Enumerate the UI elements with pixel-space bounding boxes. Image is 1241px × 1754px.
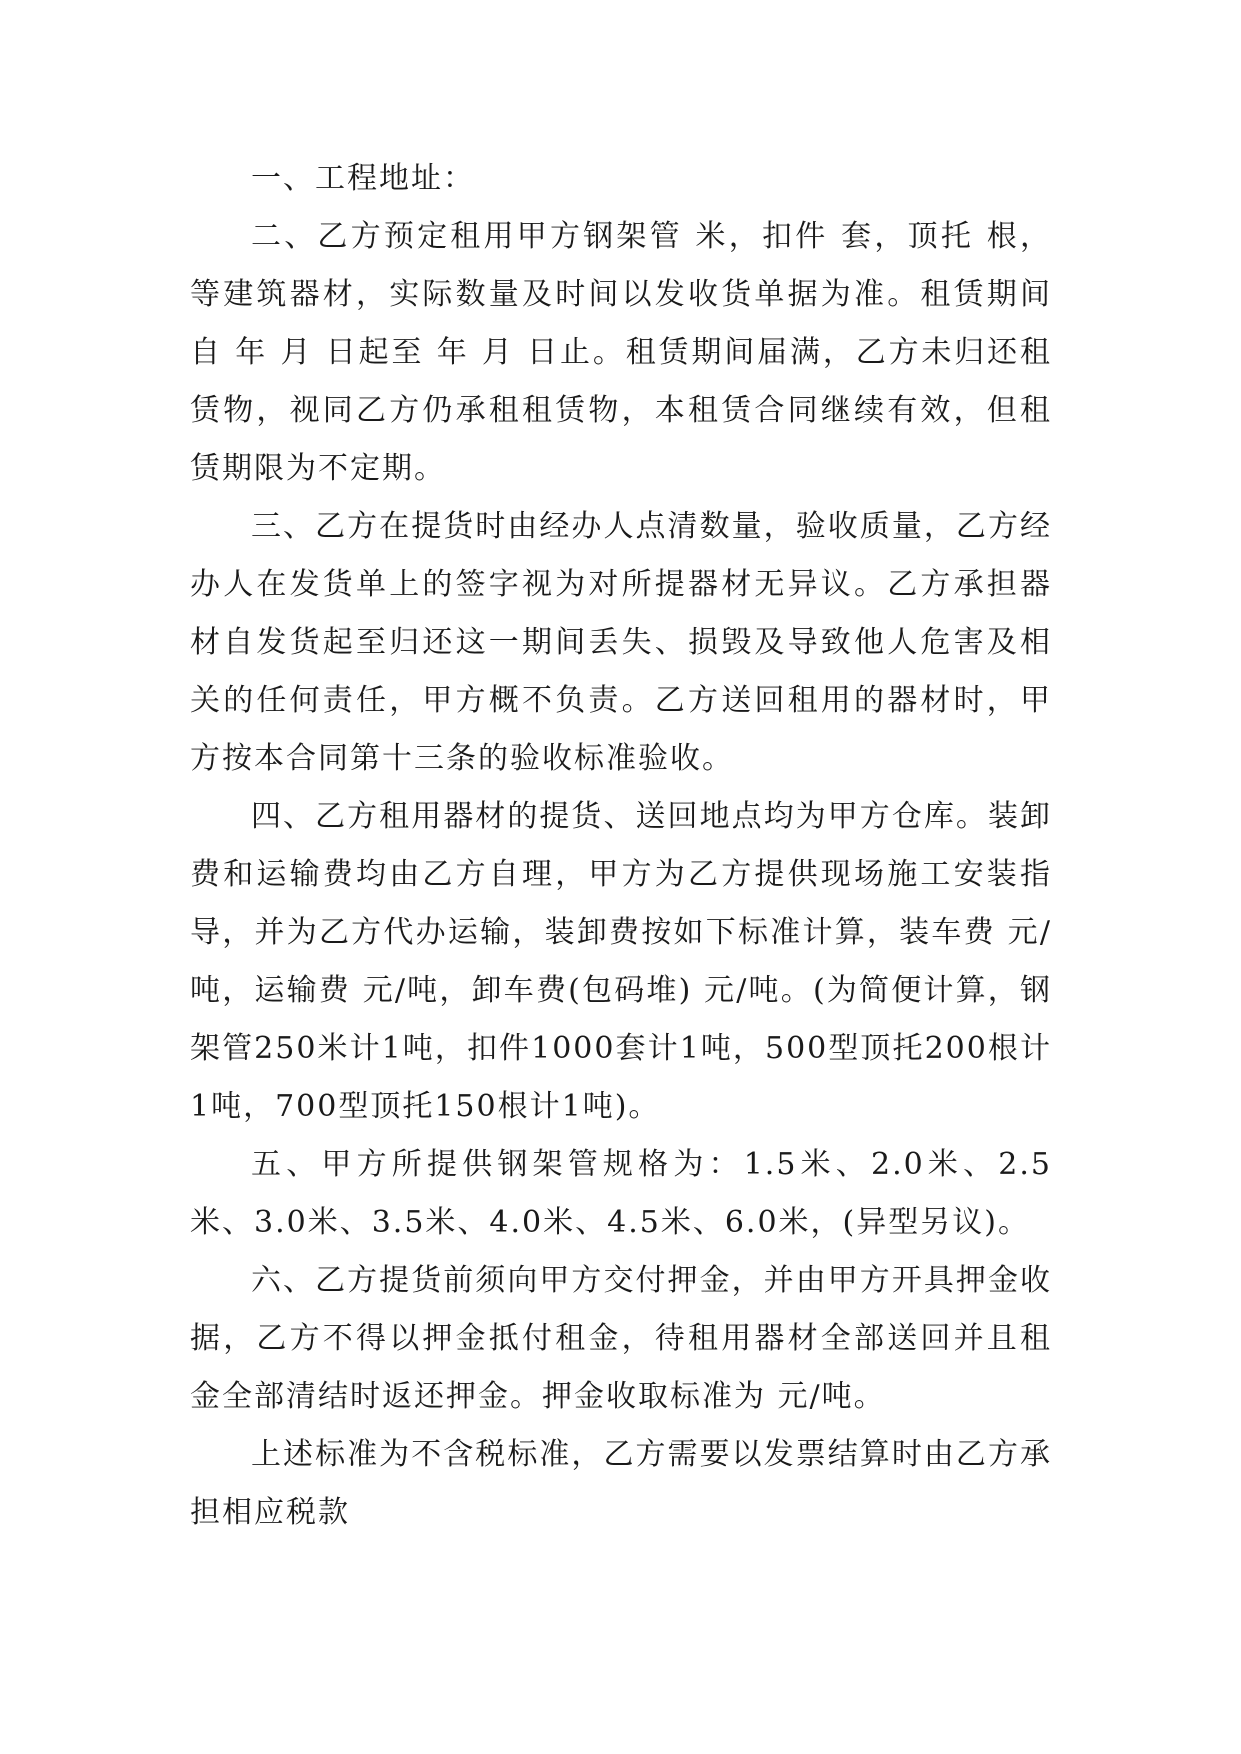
clause-3-pickup-inspection: 三、乙方在提货时由经办人点清数量，验收质量，乙方经办人在发货单上的签字视为对所提器材无异议。乙方承担器材自发货起至归还这一期间丢失、损毁及导致他人危害及相关的任何责任，甲方概不负责。乙方送回租用的器材时，甲方按本合同第十三条的验收标准验收。 [190, 509, 1052, 776]
clause-1-project-address: 一、工程地址： [251, 161, 475, 196]
clause-2-rental-items-and-period: 二、乙方预定租用甲方钢架管 米，扣件 套，顶托 根，等建筑器材，实际数量及时间以发收货单据为准。租赁期间自 年 月 日起至 年 月 日止。租赁期间届满，乙方未归还租赁物，视同乙方仍承租租赁物，本租赁合同继续有效，但租赁期限为不定期。 [190, 219, 1052, 486]
tax-note: 上述标准为不含税标准，乙方需要以发票结算时由乙方承担相应税款 [190, 1437, 1052, 1530]
clause-4-transport-fees: 四、乙方租用器材的提货、送回地点均为甲方仓库。装卸费和运输费均由乙方自理，甲方为乙方提供现场施工安装指导，并为乙方代办运输，装卸费按如下标准计算，装车费 元/吨，运输费 元/吨，卸车费(包码堆) 元/吨。(为简便计算，钢架管250米计1吨，扣件1000套计1吨，500型顶托200根计1吨，700型顶托150根计1吨)。 [190, 799, 1052, 1124]
clause-5-pipe-specifications: 五、甲方所提供钢架管规格为：1.5米、2.0米、2.5米、3.0米、3.5米、4.0米、4.5米、6.0米，(异型另议)。 [190, 1147, 1052, 1240]
clause-6-deposit: 六、乙方提货前须向甲方交付押金，并由甲方开具押金收据，乙方不得以押金抵付租金，待租用器材全部送回并且租金全部清结时返还押金。押金收取标准为 元/吨。 [190, 1263, 1052, 1414]
document-body [190, 150, 1052, 1542]
